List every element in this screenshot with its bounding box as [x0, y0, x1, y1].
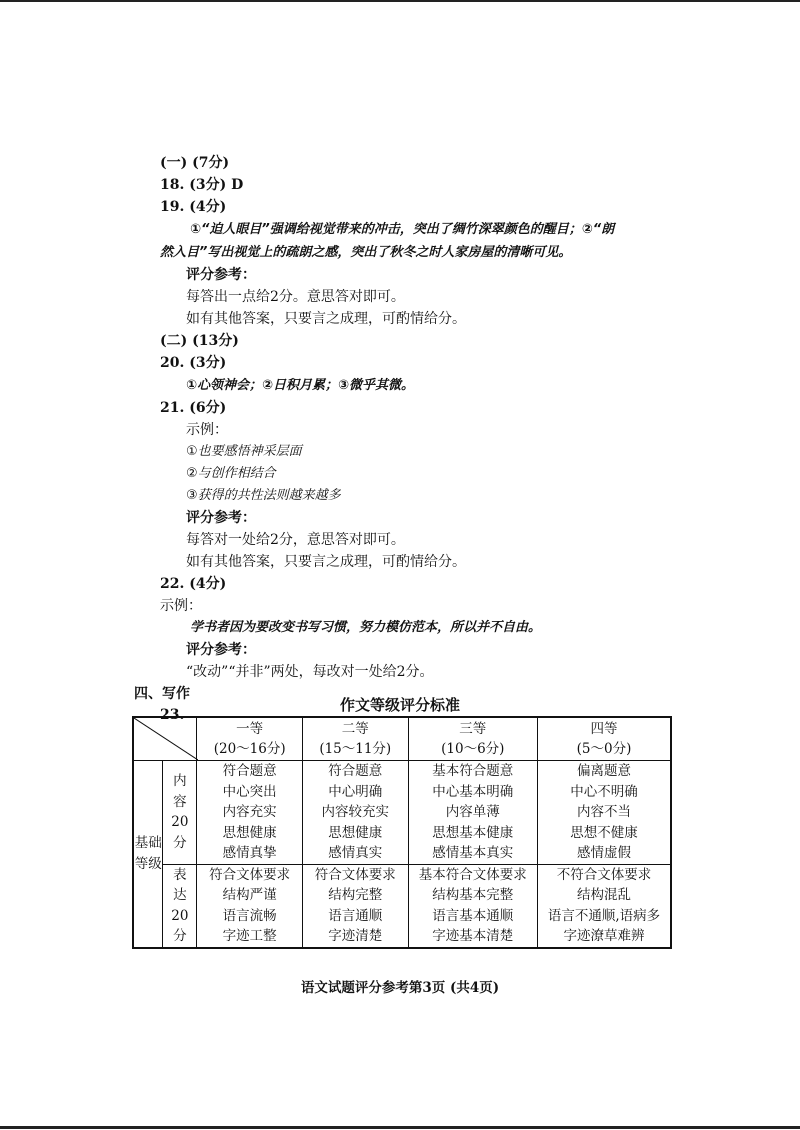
content-cell: 内容较充实 — [321, 804, 390, 820]
grade-3-range: (10～6分) — [441, 741, 505, 757]
content-cell: 内容充实 — [222, 804, 277, 820]
content-grade-4 — [538, 761, 671, 865]
q22-answer: 学书者因为要改变书写习惯，努力模仿范本，所以并不自由。 — [190, 620, 542, 635]
expression-cell: 不符合文体要求 — [556, 866, 652, 883]
section-1-heading: (一) (7分) — [160, 155, 230, 171]
content-cell: 感情真实 — [328, 845, 383, 861]
content-cell: 思想不健康 — [570, 824, 638, 841]
q18-answer: 18. (3分) D — [160, 177, 244, 193]
content-row — [133, 761, 671, 865]
expression-cell: 符合文体要求 — [314, 866, 396, 883]
q22-example-label: 示例： — [160, 598, 202, 614]
diagonal-corner-cell — [133, 717, 197, 761]
basic-level-label: 基础等级 — [133, 761, 163, 948]
content-grade-1 — [197, 761, 303, 865]
bottom-border-line — [0, 1126, 800, 1129]
grading-table — [132, 716, 672, 949]
expression-cell: 字迹潦草难辨 — [563, 928, 645, 944]
q21-scoring-label: 评分参考： — [186, 510, 256, 526]
expression-cell: 基本符合文体要求 — [418, 866, 527, 883]
content-cell: 符合题意 — [328, 763, 383, 779]
q20-heading: 20. (3分) — [160, 355, 227, 371]
content-cell: 思想健康 — [328, 824, 383, 841]
content-cell: 符合题意 — [222, 763, 277, 779]
expression-cell: 符合文体要求 — [209, 866, 291, 883]
q21-answer-3: ③获得的共性法则越来越多 — [186, 488, 341, 503]
q22-scoring-rule-1: “改动”“并非”两处，每改对一处给2分。 — [186, 664, 434, 680]
expression-cell: 结构混乱 — [577, 887, 632, 903]
grade-header-row — [133, 717, 671, 761]
q19-heading: 19. (4分) — [160, 199, 227, 215]
content-cell: 感情基本真实 — [432, 845, 514, 861]
content-cell: 基本符合题意 — [432, 763, 514, 779]
expression-grade-1 — [197, 864, 303, 948]
top-border-line — [0, 0, 800, 2]
grade-2-range: (15～11分) — [319, 741, 392, 757]
content-cell: 中心不明确 — [570, 783, 638, 800]
expression-cell: 字迹工整 — [222, 928, 277, 944]
expression-grade-2 — [302, 864, 408, 948]
content-cell: 中心基本明确 — [432, 783, 514, 800]
q22-scoring-label: 评分参考： — [186, 642, 256, 658]
expression-cell: 结构完整 — [328, 887, 383, 903]
expression-grade-4 — [538, 864, 671, 948]
grading-table-title: 作文等级评分标准 — [339, 696, 460, 714]
content-grade-2 — [302, 761, 408, 865]
q23-heading: 23. — [160, 707, 185, 723]
grade-4-header — [538, 717, 671, 761]
expression-cell: 结构严谨 — [222, 887, 277, 903]
content-cell: 感情虚假 — [577, 845, 632, 861]
section-2-heading: (二) (13分) — [160, 333, 239, 349]
q19-answer-line-1: ①“迫人眼目”强调给视觉带来的冲击，突出了绸竹深翠颜色的醒目；②“朗 — [190, 222, 615, 237]
expression-cell: 语言基本通顺 — [432, 907, 514, 924]
grade-2-name: 二等 — [341, 720, 369, 737]
diagonal-line — [134, 718, 198, 760]
content-cell: 思想健康 — [222, 824, 277, 841]
grade-4-range: (5～0分) — [576, 741, 632, 757]
q19-answer-line-2: 然入目”写出视觉上的疏朗之感，突出了秋冬之时人家房屋的清晰可见。 — [160, 245, 572, 260]
q21-example-label: 示例： — [186, 422, 228, 438]
q19-scoring-rule-2: 如有其他答案，只要言之成理，可酌情给分。 — [186, 311, 466, 327]
expression-cell: 语言通顺 — [328, 907, 383, 924]
q21-scoring-rule-1: 每答对一处给2分，意思答对即可。 — [186, 532, 405, 548]
content-cell: 中心突出 — [222, 783, 277, 800]
content-cell: 内容不当 — [577, 804, 632, 820]
grade-2-header — [302, 717, 408, 761]
content-cell: 思想基本健康 — [432, 824, 514, 841]
expression-category-label: 表达20分 — [163, 864, 197, 948]
expression-cell: 语言不通顺,语病多 — [547, 907, 661, 924]
grade-1-name: 一等 — [236, 720, 264, 737]
expression-row — [133, 864, 671, 948]
grade-1-range: (20～16分) — [213, 741, 286, 757]
section-4-heading: 四、写作 — [134, 686, 190, 702]
content-cell: 偏离题意 — [577, 763, 632, 779]
expression-cell: 字迹清楚 — [328, 928, 383, 944]
content-category-label: 内容20分 — [163, 761, 197, 865]
q21-heading: 21. (6分) — [160, 400, 227, 416]
grade-1-header — [197, 717, 303, 761]
expression-cell: 字迹基本清楚 — [432, 928, 514, 944]
content-grade-3 — [408, 761, 537, 865]
page-footer: 语文试题评分参考第3页 (共4页) — [300, 980, 500, 996]
expression-cell: 语言流畅 — [222, 907, 277, 924]
q22-heading: 22. (4分) — [160, 576, 227, 592]
q21-answer-2: ②与创作相结合 — [186, 466, 276, 481]
expression-cell: 结构基本完整 — [432, 887, 514, 903]
content-cell: 内容单薄 — [445, 804, 500, 820]
q19-scoring-rule-1: 每答出一点给2分。意思答对即可。 — [186, 289, 405, 305]
q21-scoring-rule-2: 如有其他答案，只要言之成理，可酌情给分。 — [186, 554, 466, 570]
q20-answer: ①心领神会；②日积月累；③微乎其微。 — [186, 378, 415, 393]
expression-grade-3 — [408, 864, 537, 948]
grade-3-name: 三等 — [459, 720, 487, 737]
grade-3-header — [408, 717, 537, 761]
q21-answer-1: ①也要感悟神采层面 — [186, 444, 302, 459]
content-cell: 中心明确 — [328, 783, 383, 800]
grade-4-name: 四等 — [590, 720, 618, 737]
content-cell: 感情真挚 — [222, 845, 277, 861]
q19-scoring-label: 评分参考： — [186, 267, 256, 283]
